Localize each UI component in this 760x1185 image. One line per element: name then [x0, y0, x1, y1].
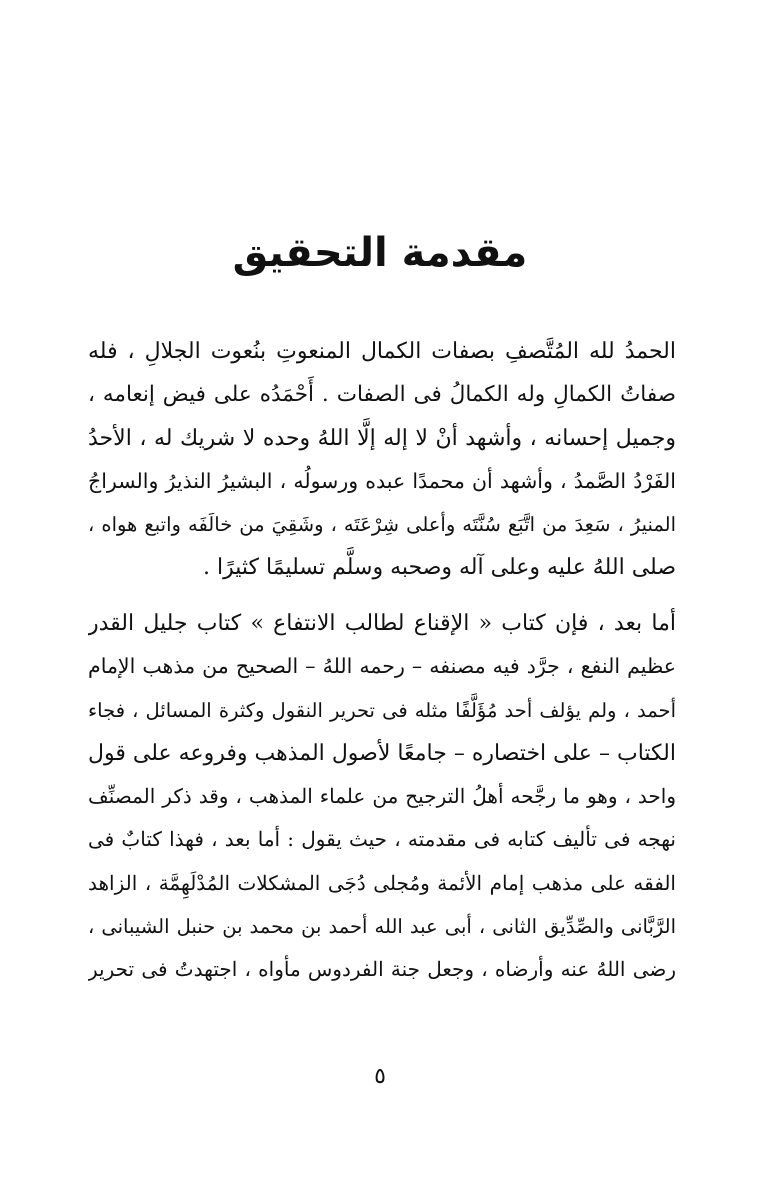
text-line: الرَّبَّانى والصِّدِّيق الثانى ، أبى عبد الله أحمد بن محمد بن حنبل الشيبانى ،	[88, 915, 676, 939]
text-line: أحمد ، ولم يؤلف أحد مُؤَلَّفًا مثله فى تحرير النقول وكثرة المسائل ، فجاء	[88, 698, 676, 722]
text-line: أما بعد ، فإن كتاب « الإقناع لطالب الانتفاع » كتاب جليل القدر	[88, 611, 676, 636]
text-line: صلى اللهُ عليه وعلى آله وصحبه وسلَّم تسليمًا كثيرًا .	[203, 555, 676, 581]
text-line: عظيم النفع ، جرَّد فيه مصنفه – رحمه اللهُ – الصحيح من مذهب الإمام	[88, 654, 676, 679]
text-line: واحد ، وهو ما رجَّحه أهلُ الترجيح من علماء المذهب ، وقد ذكر المصنِّف	[88, 784, 676, 809]
text-line: رضى اللهُ عنه وأرضاه ، وجعل جنة الفردوس مأواه ، اجتهدتُ فى تحرير	[88, 957, 676, 982]
text-line: المنيرُ ، سَعِدَ من اتَّبَع سُنَّتَه وأعلى شِرْعَتَه ، وشَقِيَ من خالَفَه واتبع هواه ،	[88, 513, 676, 537]
text-line: الفقه على مذهب إمام الأئمة ومُجلى دُجَى المشكلات المُدْلَهِمَّة ، الزاهد	[88, 870, 676, 895]
text-line: نهجه فى تأليف كتابه فى مقدمته ، حيث يقول : أما بعد ، فهذا كتابٌ فى	[88, 827, 676, 852]
introduction-paragraph-2	[88, 602, 676, 992]
text-line: الحمدُ لله المُتَّصفِ بصفات الكمال المنعوتِ بنُعوت الجلالِ ، فله	[88, 339, 676, 364]
page-title: مقدمة التحقيق	[232, 230, 528, 276]
text-line: الفَرْدُ الصَّمدُ ، وأشهد أن محمدًا عبده ورسولُه ، البشيرُ النذيرُ والسراجُ	[88, 468, 676, 493]
text-line: وجميل إحسانه ، وأشهد أنْ لا إله إلَّا اللهُ وحده لا شريك له ، الأحدُ	[88, 425, 676, 451]
text-line: الكتاب – على اختصاره – جامعًا لأصول المذهب وفروعه على قول	[88, 740, 676, 766]
text-line: صفاتُ الكمالِ وله الكمالُ فى الصفات . أَحْمَدُه على فيض إنعامه ،	[88, 382, 676, 408]
introduction-paragraph-1	[88, 330, 676, 590]
page-number: ٥	[374, 1064, 386, 1089]
